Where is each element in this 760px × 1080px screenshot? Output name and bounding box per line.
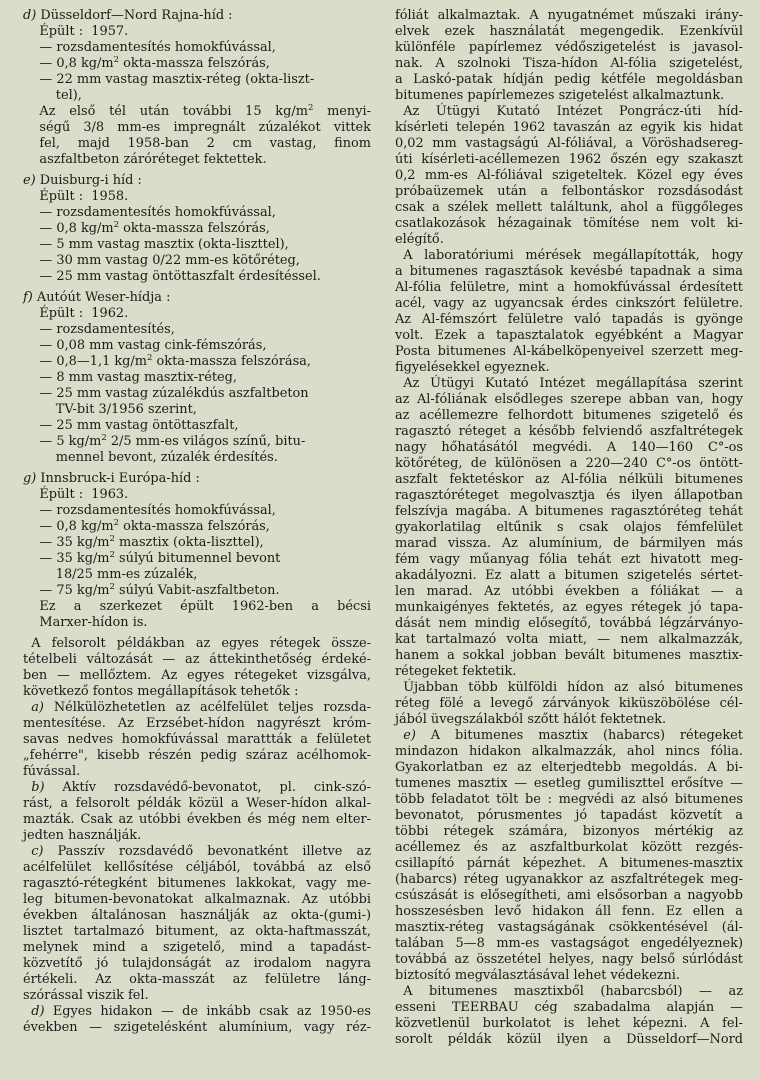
text-line-content: értékeli. Az okta-masszát az felületre láng- — [23, 972, 371, 987]
text-line — [23, 386, 371, 402]
text-line-content: a) Nélkülözhetetlen az acélfelület teljes rozsda- — [31, 700, 371, 715]
text-line — [23, 503, 371, 519]
text-line — [395, 792, 743, 808]
text-line-content: Al-fólia felületre, mint a homokfúvással érdesített — [395, 280, 743, 295]
text-line — [23, 567, 371, 583]
text-line-content: 0,02 mm vastagságú Al-fóliával, a Vöröshadsereg- — [395, 136, 743, 151]
text-line — [23, 88, 371, 104]
text-line — [395, 728, 743, 744]
text-line — [23, 796, 371, 812]
text-line — [395, 920, 743, 936]
text-line-content: rást, a felsorolt példák közül a Weser-hídon alkal- — [23, 796, 371, 811]
text-line — [23, 56, 371, 72]
text-line-content: a Laskó-patak hídján pedig kétféle megoldásban — [395, 72, 743, 87]
text-line — [395, 1032, 743, 1048]
text-line — [395, 664, 743, 680]
text-line-content: aszfaltbeton záróréteget fektettek. — [39, 152, 267, 167]
text-line-content: savas nedves homokfúvással marattták a felületet — [23, 732, 371, 747]
text-line — [395, 904, 743, 920]
text-line — [395, 120, 743, 136]
text-line — [395, 680, 743, 696]
text-line-content: A laboratóriumi mérések megállapították, hogy — [403, 248, 743, 263]
text-line-content: több feladatot tölt be : megvédi az alsó bitumenes — [395, 792, 743, 807]
left-text-column — [23, 8, 371, 1036]
text-line-content: továbbá az összetétel helyes, nagy belső súrlódást — [395, 952, 743, 967]
text-line — [395, 1016, 743, 1032]
text-line-content: jedten használják. — [23, 828, 142, 843]
text-line — [23, 780, 371, 796]
text-line-content: csatlakozások hézagainak tömítése nem volt ki- — [395, 216, 743, 231]
text-line — [23, 988, 371, 1004]
text-line — [395, 392, 743, 408]
text-line — [395, 312, 743, 328]
text-line — [23, 615, 371, 631]
text-line — [23, 748, 371, 764]
text-line — [23, 402, 371, 418]
text-line-content: Épült : 1962. — [39, 306, 129, 321]
text-line — [23, 716, 371, 732]
text-line — [395, 584, 743, 600]
text-line-content: (habarcs) réteg ugyanakkor az aszfaltrétegek meg- — [395, 872, 743, 887]
text-line — [395, 776, 743, 792]
text-line-content: — 25 mm vastag zúzalékdús aszfaltbeton — [39, 386, 309, 401]
text-line-content: mindazon hidakon alkalmazzák, ahol nincs fólia. — [395, 744, 743, 759]
text-line — [395, 712, 743, 728]
text-line-content: biztosító megválasztásával lehet védekezni. — [395, 968, 681, 983]
text-line — [23, 290, 371, 306]
text-line-content: c) Passzív rozsdavédő bevonatként illetve az — [31, 844, 371, 859]
text-line-content: — 0,8—1,1 $kg/m^2$ okta-massza felszórása, — [39, 353, 311, 369]
text-line-content: e) A bitumenes masztix (habarcs) rétegeket — [403, 728, 743, 743]
text-line — [395, 104, 743, 120]
text-line-content: acélfelület kellősítése céljából, továbbá az első — [23, 860, 371, 875]
text-line — [395, 168, 743, 184]
text-line-content: tel), — [55, 88, 82, 103]
text-line — [395, 440, 743, 456]
text-line — [395, 264, 743, 280]
text-line — [395, 8, 743, 24]
text-line — [23, 700, 371, 716]
text-line — [23, 812, 371, 828]
text-line — [395, 360, 743, 376]
text-line-content: Épült : 1963. — [39, 487, 129, 502]
text-line-content: bevonatot, pórusmentes jó tapadást közvetít a — [395, 808, 743, 823]
text-line-content: az acéllemezre felhordott bitumenes szigetelő és — [395, 408, 743, 423]
text-line — [395, 760, 743, 776]
text-line — [23, 450, 371, 466]
text-line — [395, 24, 743, 40]
text-line — [395, 88, 743, 104]
text-line — [23, 173, 371, 189]
text-line-content: Épült : 1957. — [39, 24, 129, 39]
text-line — [395, 344, 743, 360]
text-line — [23, 205, 371, 221]
text-line — [23, 322, 371, 338]
text-line-content: Az Útügyi Kutató Intézet Pongrácz-úti híd- — [403, 104, 743, 119]
text-line — [395, 40, 743, 56]
text-line — [395, 552, 743, 568]
text-line — [23, 972, 371, 988]
text-line-content: — 0,08 mm vastag cink-fémszórás, — [39, 338, 267, 353]
text-line-content: d) Egyes hidakon — de inkább csak az 1950-es — [31, 1004, 371, 1019]
text-line — [23, 434, 371, 450]
text-line-content: „fehérre", kisebb részén pedig száraz acélhomok- — [23, 748, 371, 763]
text-line — [23, 487, 371, 503]
text-line — [395, 408, 743, 424]
text-line — [23, 940, 371, 956]
text-line — [23, 956, 371, 972]
text-line-content: e) Duisburg-i híd : — [23, 173, 142, 188]
text-line-content: melynek mind a szigetelő, mind a tapadást- — [23, 940, 371, 955]
text-line-content: f) Autóút Weser-hídja : — [23, 290, 171, 305]
text-line-content: — 30 mm vastag 0/22 mm-es kötőréteg, — [39, 253, 300, 268]
text-line-content: fúvással. — [23, 764, 81, 779]
text-line-content: aszfalt fektetéskor az Al-fólia nélküli bitumenes — [395, 472, 743, 487]
text-line — [395, 824, 743, 840]
text-line-content: A felsorolt példákban az egyes rétegek össze- — [31, 636, 371, 651]
text-line — [395, 808, 743, 824]
text-line-content: b) Aktív rozsdavédő-bevonatot, pl. cink-szó- — [31, 780, 371, 795]
text-line-content: közvetlenül burkolatot is lehet képezni. A fel- — [395, 1016, 743, 1031]
text-line — [395, 936, 743, 952]
text-line-content: nagy hőhatásától megvédi. A 140—160 C°-os — [395, 440, 743, 455]
text-line-content: dását nem mindig elősegítő, továbbá légzárványo- — [395, 616, 743, 631]
text-line-content: felszívja magába. A bitumenes ragasztóréteg tehát — [395, 504, 743, 519]
text-line-content: az Al-fóliának elsődleges szerepe abban van, hogy — [395, 392, 743, 407]
text-line — [395, 280, 743, 296]
text-line — [395, 232, 743, 248]
text-line — [395, 296, 743, 312]
text-line-content: — 8 mm vastag masztix-réteg, — [39, 370, 237, 385]
text-line-content: — 22 mm vastag masztix-réteg (okta-liszt- — [39, 72, 315, 87]
text-line-content: masztix-réteg vastagságának csökkentésével (ál- — [395, 920, 743, 935]
text-line — [23, 876, 371, 892]
text-line-content: különféle papírlemez védőszigetelést is javasol- — [395, 40, 743, 55]
text-line — [23, 338, 371, 354]
text-line — [395, 536, 743, 552]
text-line-content: ben — mellőztem. Az egyes rétegeket vizsgálva, — [23, 668, 371, 683]
text-line — [23, 684, 371, 700]
text-line — [23, 599, 371, 615]
text-line — [23, 136, 371, 152]
text-line — [23, 471, 371, 487]
text-line-content: — 75 $kg/m^2$ súlyú Vabit-aszfaltbeton. — [39, 582, 280, 598]
text-line — [395, 248, 743, 264]
text-line — [23, 8, 371, 24]
right-text-column — [395, 8, 743, 1048]
text-line — [23, 1004, 371, 1020]
text-line-content: Újabban több külföldi hídon az alsó bitumenes — [403, 680, 743, 695]
text-line-content: — 25 mm vastag öntöttaszfalt érdesítéssel. — [39, 269, 321, 284]
text-line-content: csillapító párnát képezhet. A bitumenes-masztix — [395, 856, 743, 871]
text-line — [395, 968, 743, 984]
text-line-content: — 0,8 $kg/m^2$ okta-massza felszórás, — [39, 220, 270, 236]
text-line-content: — 25 mm vastag öntöttaszfalt, — [39, 418, 239, 433]
text-line-content: A bitumenes masztixből (habarcsból) — az — [403, 984, 743, 999]
text-line-content: — 0,8 $kg/m^2$ okta-massza felszórás, — [39, 55, 270, 71]
text-line-content: próbaüzemek után a felbontáskor rozsdásodást — [395, 184, 743, 199]
text-line-content: Épült : 1958. — [39, 189, 129, 204]
text-line — [395, 616, 743, 632]
text-line-content: fém vagy műanyag fólia tehát ezt hivatott meg- — [395, 552, 743, 567]
text-line-content: elégítő. — [395, 232, 444, 247]
text-line — [23, 828, 371, 844]
text-line-content: marad vissza. Az alumínium, de bármilyen más — [395, 536, 743, 551]
text-line-content: 0,2 mm-es Al-fóliával szigeteltek. Közel egy éves — [395, 168, 743, 183]
text-line-content: években — szigetelésként alumínium, vagy réz- — [23, 1020, 371, 1035]
text-line — [23, 189, 371, 205]
text-line-content: — 35 $kg/m^2$ masztix (okta-liszttel), — [39, 534, 264, 550]
text-line-content: — 5 $kg/m^2$ 2/5 mm-es világos színű, bitu- — [39, 433, 306, 449]
text-line — [395, 216, 743, 232]
text-line — [23, 860, 371, 876]
text-line-content: Az Útügyi Kutató Intézet megállapítása szerint — [403, 376, 743, 391]
text-line — [395, 200, 743, 216]
text-line — [395, 424, 743, 440]
text-line — [23, 764, 371, 780]
text-line-content: TV-bit 3/1956 szerint, — [55, 402, 197, 417]
text-line — [23, 221, 371, 237]
text-line — [395, 1000, 743, 1016]
text-line-content: Az Al-fémszórt felületre való tapadás is gyönge — [395, 312, 743, 327]
text-line — [23, 152, 371, 168]
text-line — [23, 519, 371, 535]
text-line-content: 18/25 mm-es zúzalék, — [55, 567, 198, 582]
text-line — [23, 652, 371, 668]
text-line-content: nak. A szolnoki Tisza-hídon Al-fólia szigetelést, — [395, 56, 743, 71]
text-line-content: mennel bevont, zúzalék érdesítés. — [55, 450, 278, 465]
text-line — [395, 952, 743, 968]
text-line-content: ragasztó réteget a később felviendő aszfaltrétegek — [395, 424, 743, 439]
text-line-content: munkaigényes fektetés, az egyes rétegek jó tapa- — [395, 600, 743, 615]
text-line-content: rétegeket fektetik. — [395, 664, 517, 679]
text-line — [23, 306, 371, 322]
text-line — [23, 237, 371, 253]
text-line-content: mentesítése. Az Erzsébet-hídon nagyrészt króm- — [23, 716, 371, 731]
text-line-content: szórással viszik fel. — [23, 988, 149, 1003]
text-line — [395, 632, 743, 648]
text-line-content: talában 5—8 mm-es vastagságot engedélyeznek) — [395, 936, 743, 951]
text-line — [395, 888, 743, 904]
text-line — [395, 696, 743, 712]
text-line-content: hanem a sokkal jobban bevált bitumenes masztix- — [395, 648, 743, 663]
text-line — [23, 120, 371, 136]
text-line — [395, 456, 743, 472]
text-line — [395, 856, 743, 872]
text-line-content: volt. Ezek a tapasztalatok egyébként a Magyar — [395, 328, 743, 343]
text-line-content: kat tartalmazó volta miatt, — nem alkalmazzák, — [395, 632, 743, 647]
text-line — [395, 328, 743, 344]
text-line-content: — 35 $kg/m^2$ súlyú bitumennel bevont — [39, 550, 281, 566]
text-line-content: hosszesésben levő hidakon áll fenn. Ez ellen a — [395, 904, 743, 919]
text-line — [395, 648, 743, 664]
text-line-content: ragasztóréteget megolvasztja és ilyen állapotban — [395, 488, 743, 503]
text-line — [23, 72, 371, 88]
text-line-content: Posta bitumenes Al-kábelköpenyeivel szerzett meg- — [395, 344, 743, 359]
text-line — [23, 418, 371, 434]
text-line-content: len marad. Az utóbbi években a fóliákat — a — [395, 584, 743, 599]
text-line-content: mazták. Csak az utóbbi években és még nem elter- — [23, 812, 371, 827]
text-line-content: elvek ezek használatát megengedik. Ezenkívül — [395, 24, 743, 39]
text-line-content: években általánosan használják az okta-(gumi-) — [23, 908, 371, 923]
text-line-content: lisztet tartalmazó bitument, az okta-haftmasszát, — [23, 924, 371, 939]
text-line-content: következő fontos megállapítások tehetők : — [23, 684, 299, 699]
text-line — [395, 488, 743, 504]
text-line-content: Az első tél után további 15 $kg/m^2$ menyi- — [39, 103, 371, 119]
text-line — [395, 600, 743, 616]
text-line-content: gyakorlatilag eltűnik s csak olajos fémfelület — [395, 520, 743, 535]
text-line — [23, 732, 371, 748]
text-line — [395, 472, 743, 488]
text-line — [23, 636, 371, 652]
text-line — [23, 40, 371, 56]
text-line — [23, 104, 371, 120]
text-line — [23, 551, 371, 567]
text-line-content: réteg fölé a levegő zárványok kiküszöbölése cél- — [395, 696, 743, 711]
text-line — [395, 568, 743, 584]
text-line — [395, 744, 743, 760]
text-line-content: — rozsdamentesítés homokfúvással, — [39, 40, 276, 55]
text-line-content: jából üvegszálakból szőtt hálót fektetnek. — [395, 712, 667, 727]
text-line — [395, 840, 743, 856]
text-line — [23, 24, 371, 40]
text-line-content: tételbeli változását — az áttekinthetőség érdeké- — [23, 652, 371, 667]
text-line-content: fóliát alkalmaztak. A nyugatnémet műszaki irány- — [395, 8, 743, 23]
text-line — [23, 908, 371, 924]
text-line-content: többi rétegek számára, bizonyos mértékig az — [395, 824, 743, 839]
text-line — [23, 370, 371, 386]
text-line-content: akadályozni. Ez alatt a bitumen szigetelés sértet- — [395, 568, 743, 583]
text-line — [395, 56, 743, 72]
text-line — [23, 354, 371, 370]
text-line — [395, 376, 743, 392]
text-line-content: g) Innsbruck-i Európa-híd : — [23, 471, 200, 486]
text-line — [23, 892, 371, 908]
text-line-content: — rozsdamentesítés homokfúvással, — [39, 503, 276, 518]
text-line-content: — 5 mm vastag masztix (okta-liszttel), — [39, 237, 289, 252]
text-line — [23, 583, 371, 599]
text-line — [23, 269, 371, 285]
text-line — [23, 924, 371, 940]
text-line-content: bitumenes papírlemezes szigetelést alkalmaztunk. — [395, 88, 725, 103]
text-line — [23, 535, 371, 551]
text-line — [395, 984, 743, 1000]
text-line-content: fel, majd 1958-ban 2 cm vastag, finom — [39, 136, 371, 151]
text-line — [23, 668, 371, 684]
text-line-content: csak a szélek mellett találtunk, ahol a függőleges — [395, 200, 743, 215]
text-line-content: a bitumenes ragasztások kevésbé tapadnak a sima — [395, 264, 743, 279]
text-line — [395, 520, 743, 536]
text-line-content: Gyakorlatban ez az elterjedtebb megoldás. A bi- — [395, 760, 743, 775]
text-line-content: ségű 3/8 mm-es impregnált zúzalékot vittek — [39, 120, 371, 135]
text-line-content: leg bitumen-bevonatokat alkalmaznak. Az utóbbi — [23, 892, 371, 907]
text-line-content: d) Düsseldorf—Nord Rajna-híd : — [23, 8, 233, 23]
text-line — [395, 872, 743, 888]
text-line-content: acél, vagy az ugyancsak érdes cinkszórt felületre. — [395, 296, 743, 311]
text-line-content: sorolt példák közül ilyen a Düsseldorf—Nord — [395, 1032, 743, 1047]
text-line-content: úti kísérleti-acéllemezen 1962 őszén egy szakaszt — [395, 152, 743, 167]
text-line-content: kísérleti telepén 1962 tavaszán az egyik kis hidat — [395, 120, 743, 135]
text-line-content: — 0,8 $kg/m^2$ okta-massza felszórás, — [39, 518, 270, 534]
text-line-content: Ez a szerkezet épült 1962-ben a bécsi — [39, 599, 371, 614]
text-line-content: kötőréteg, de különösen a 220—240 C°-os öntött- — [395, 456, 743, 471]
text-line — [23, 844, 371, 860]
text-line — [23, 1020, 371, 1036]
text-line-content: acéllemez és az aszfaltburkolat között rezgés- — [395, 840, 743, 855]
text-line — [395, 136, 743, 152]
text-line-content: ragasztó-rétegként bitumenes lakkokat, vagy me- — [23, 876, 371, 891]
text-line — [395, 72, 743, 88]
text-line-content: tumenes masztix — esetleg gumiliszttel erősítve — — [395, 776, 743, 791]
text-line — [395, 504, 743, 520]
text-line — [395, 152, 743, 168]
text-line — [23, 253, 371, 269]
text-line-content: — rozsdamentesítés homokfúvással, — [39, 205, 276, 220]
text-line-content: csúszását is elősegítheti, ami elsősorban a nagyobb — [395, 888, 743, 903]
text-line-content: esseni TEERBAU cég szabadalma alapján — — [395, 1000, 743, 1015]
text-line-content: — rozsdamentesítés, — [39, 322, 175, 337]
text-line-content: Marxer-hídon is. — [39, 615, 148, 630]
text-line — [395, 184, 743, 200]
text-line-content: közvetítő jó tulajdonságát az irodalom nagyra — [23, 956, 371, 971]
text-line-content: figyelésekkel egyeznek. — [395, 360, 550, 375]
